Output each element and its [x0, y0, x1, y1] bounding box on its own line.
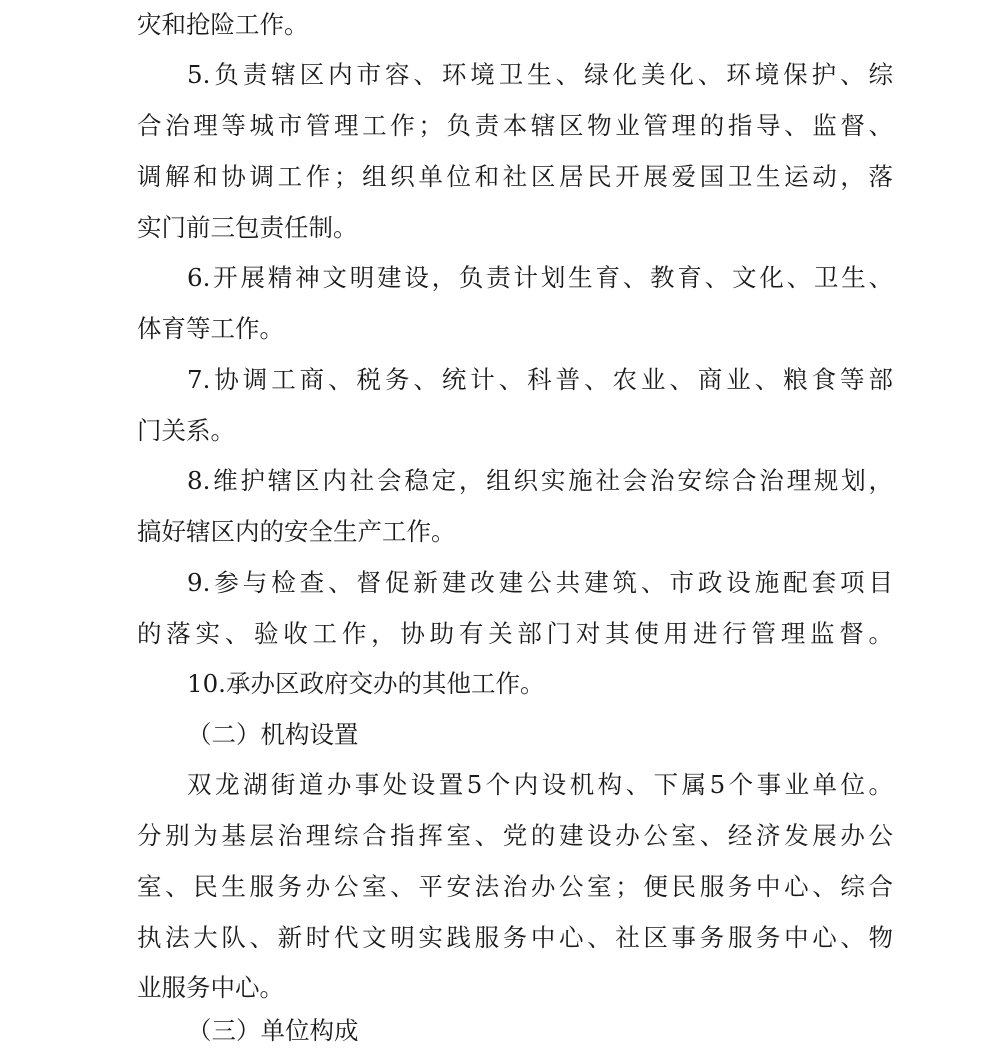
list-item-9-line-1: 9.参与检查、督促新建改建公共建筑、市政设施配套项目 [187, 568, 893, 597]
paragraph-line-1: 双龙湖街道办事处设置5个内设机构、下属5个事业单位。 [187, 770, 893, 799]
paragraph-line-4: 执法大队、新时代文明实践服务中心、社区事务服务中心、物 [137, 923, 893, 952]
list-item-5-line-2: 合治理等城市管理工作；负责本辖区物业管理的指导、监督、 [137, 111, 893, 140]
section-heading-2: （二）机构设置 [187, 720, 359, 749]
list-item-5-line-1: 5.负责辖区内市容、环境卫生、绿化美化、环境保护、综 [187, 60, 893, 89]
list-item-10: 10.承办区政府交办的其他工作。 [187, 669, 545, 698]
paragraph-line-2: 分别为基层治理综合指挥室、党的建设办公室、经济发展办公 [137, 821, 893, 850]
list-item-5-line-4: 实门前三包责任制。 [137, 213, 358, 242]
list-item-9-line-2: 的落实、验收工作，协助有关部门对其使用进行管理监督。 [137, 619, 893, 648]
list-item-8-line-1: 8.维护辖区内社会稳定，组织实施社会治安综合治理规划， [187, 466, 893, 495]
list-item-7-line-2: 门关系。 [137, 416, 235, 445]
list-item-7-line-1: 7.协调工商、税务、统计、科普、农业、商业、粮食等部 [187, 365, 893, 394]
list-item-6-line-2: 体育等工作。 [137, 314, 284, 343]
list-item-6-line-1: 6.开展精神文明建设，负责计划生育、教育、文化、卫生、 [187, 263, 893, 292]
text-line-1: 灾和抢险工作。 [137, 10, 309, 39]
list-item-8-line-2: 搞好辖区内的安全生产工作。 [137, 517, 456, 546]
list-item-5-line-3: 调解和协调工作；组织单位和社区居民开展爱国卫生运动，落 [137, 162, 893, 191]
paragraph-line-5: 业服务中心。 [137, 973, 284, 1002]
section-heading-3: （三）单位构成 [187, 1016, 359, 1045]
paragraph-line-3: 室、民生服务办公室、平安法治办公室；便民服务中心、综合 [137, 872, 893, 901]
